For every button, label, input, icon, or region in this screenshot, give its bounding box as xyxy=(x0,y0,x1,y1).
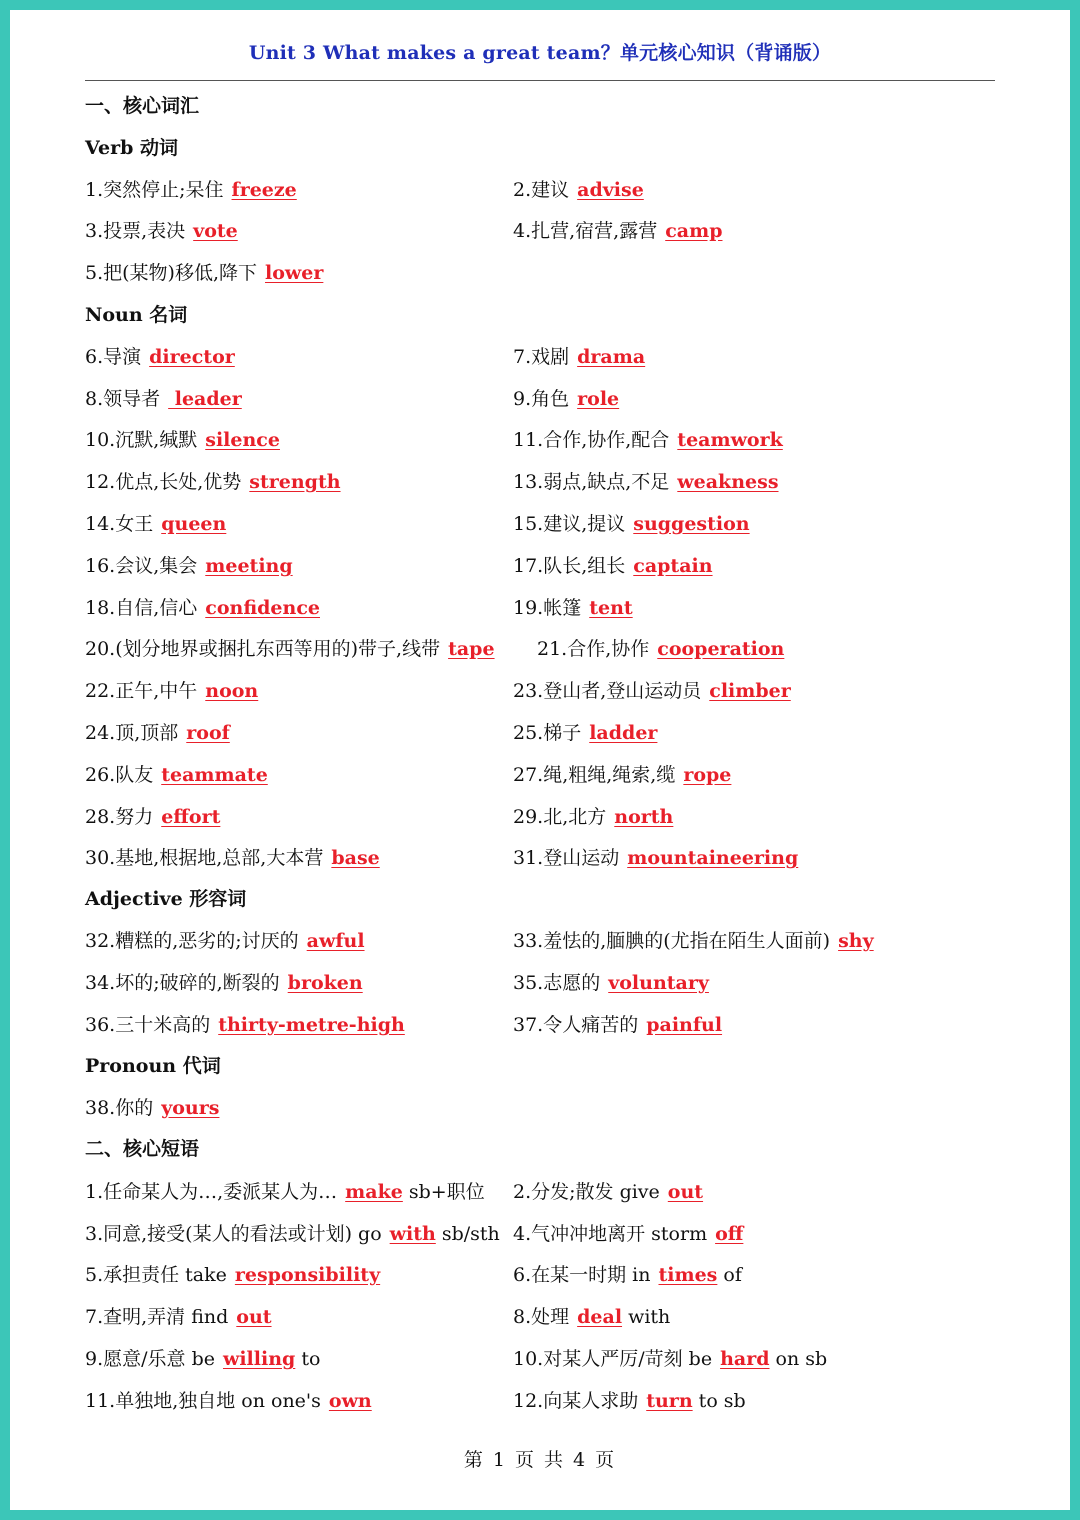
answer-text: drama xyxy=(577,346,646,368)
answer-text: roof xyxy=(186,722,230,744)
prompt-text: 17.队长,组长 xyxy=(513,555,626,577)
prompt-text: 38.你的 xyxy=(85,1097,154,1119)
prompt-text: 27.绳,粗绳,绳索,缆 xyxy=(513,764,676,786)
prompt-text: 23.登山者,登山运动员 xyxy=(513,680,702,702)
prompt-text: 16.会议,集会 xyxy=(85,555,198,577)
answer-text: meeting xyxy=(205,555,293,577)
answer-text: yours xyxy=(161,1097,220,1119)
answer-text: awful xyxy=(306,930,365,952)
phrase-item xyxy=(85,1388,372,1414)
prompt-text: 31.登山运动 xyxy=(513,847,620,869)
phrase-item xyxy=(513,1262,742,1288)
answer-text: north xyxy=(614,806,674,828)
answer-text: shy xyxy=(838,930,874,952)
prompt-text: 10.沉默,缄默 xyxy=(85,429,198,451)
subheading-adjective: Adjective 形容词 xyxy=(85,888,247,910)
prompt-text: 2.分发;散发 give xyxy=(513,1181,660,1203)
vocab-item xyxy=(513,928,874,954)
answer-text: queen xyxy=(161,513,227,535)
suffix-text: to xyxy=(295,1348,321,1370)
phrase-item xyxy=(85,1304,272,1330)
section-heading-phrases: 二、核心短语 xyxy=(85,1138,200,1160)
prompt-text: 2.建议 xyxy=(513,179,570,201)
answer-text: silence xyxy=(205,429,280,451)
vocab-item xyxy=(513,845,798,871)
answer-text: tent xyxy=(589,597,633,619)
answer-text: times xyxy=(658,1264,718,1286)
answer-text: out xyxy=(236,1306,272,1328)
vocab-item xyxy=(85,928,365,954)
subheading-noun: Noun 名词 xyxy=(85,304,188,326)
vocab-item xyxy=(85,386,242,412)
prompt-text: 34.坏的;破碎的,断裂的 xyxy=(85,972,280,994)
vocab-item xyxy=(85,1095,219,1121)
prompt-text: 11.合作,协作,配合 xyxy=(513,429,670,451)
vocab-item xyxy=(513,218,723,244)
phrase-item xyxy=(513,1388,746,1414)
answer-text: off xyxy=(715,1223,744,1245)
prompt-text: 12.向某人求助 xyxy=(513,1390,639,1412)
answer-text: suggestion xyxy=(633,513,750,535)
vocab-item xyxy=(85,1012,405,1038)
prompt-text: 9.愿意/乐意 be xyxy=(85,1348,215,1370)
prompt-text: 3.同意,接受(某人的看法或计划) go xyxy=(85,1223,382,1245)
answer-text: tape xyxy=(448,638,495,660)
prompt-text: 26.队友 xyxy=(85,764,154,786)
suffix-text: with xyxy=(622,1306,671,1328)
answer-text: noon xyxy=(205,680,259,702)
answer-text: hard xyxy=(720,1348,770,1370)
answer-text: confidence xyxy=(205,597,320,619)
prompt-text: 13.弱点,缺点,不足 xyxy=(513,471,670,493)
answer-text: thirty-metre-high xyxy=(218,1014,405,1036)
answer-text: effort xyxy=(161,806,221,828)
answer-text: freeze xyxy=(231,179,297,201)
prompt-text: 19.帐篷 xyxy=(513,597,582,619)
answer-text: mountaineering xyxy=(627,847,799,869)
phrase-item xyxy=(85,1346,320,1372)
answer-text: own xyxy=(328,1390,372,1412)
vocab-item xyxy=(85,469,341,495)
document-page xyxy=(10,10,1070,1510)
answer-text: advise xyxy=(577,179,644,201)
phrase-item xyxy=(513,1179,703,1205)
vocab-item xyxy=(85,845,380,871)
answer-text: ladder xyxy=(589,722,658,744)
answer-text: make xyxy=(345,1181,403,1203)
prompt-text: 20.(划分地界或捆扎东西等用的)带子,线带 xyxy=(85,638,441,660)
prompt-text: 25.梯子 xyxy=(513,722,582,744)
vocab-item xyxy=(513,553,713,579)
answer-text: turn xyxy=(646,1390,693,1412)
prompt-text: 7.查明,弄清 find xyxy=(85,1306,229,1328)
prompt-text: 12.优点,长处,优势 xyxy=(85,471,242,493)
prompt-text: 1.突然停止;呆住 xyxy=(85,179,224,201)
vocab-item xyxy=(537,636,784,662)
prompt-text: 7.戏剧 xyxy=(513,346,570,368)
prompt-text: 6.在某一时期 in xyxy=(513,1264,651,1286)
answer-text: camp xyxy=(665,220,723,242)
vocab-item xyxy=(513,386,619,412)
prompt-text: 28.努力 xyxy=(85,806,154,828)
vocab-item xyxy=(85,636,495,662)
answer-text: director xyxy=(149,346,235,368)
prompt-text: 14.女王 xyxy=(85,513,154,535)
vocab-item xyxy=(513,720,657,746)
answer-text: captain xyxy=(633,555,713,577)
answer-text: broken xyxy=(287,972,363,994)
phrase-item xyxy=(85,1179,485,1205)
answer-text: deal xyxy=(577,1306,623,1328)
vocab-item xyxy=(513,595,633,621)
prompt-text: 8.领导者 xyxy=(85,388,161,410)
answer-text: climber xyxy=(709,680,791,702)
prompt-text: 1.任命某人为…,委派某人为… xyxy=(85,1181,338,1203)
phrase-item xyxy=(513,1304,670,1330)
prompt-text: 32.糟糕的,恶劣的;讨厌的 xyxy=(85,930,299,952)
subheading-pronoun: Pronoun 代词 xyxy=(85,1055,221,1077)
prompt-text: 37.令人痛苦的 xyxy=(513,1014,639,1036)
subheading-verb: Verb 动词 xyxy=(85,137,178,159)
answer-text: lower xyxy=(265,262,324,284)
phrase-item xyxy=(513,1221,743,1247)
prompt-text: 24.顶,顶部 xyxy=(85,722,179,744)
prompt-text: 10.对某人严厉/苛刻 be xyxy=(513,1348,713,1370)
vocab-item xyxy=(513,427,783,453)
prompt-text: 33.羞怯的,腼腆的(尤指在陌生人面前) xyxy=(513,930,831,952)
vocab-item xyxy=(85,762,268,788)
vocab-item xyxy=(513,1012,722,1038)
phrase-item xyxy=(85,1262,380,1288)
answer-text: out xyxy=(667,1181,704,1203)
vocab-item xyxy=(513,511,750,537)
answer-text: painful xyxy=(646,1014,723,1036)
title-divider xyxy=(85,80,995,81)
answer-text: voluntary xyxy=(608,972,709,994)
vocab-item xyxy=(85,595,320,621)
answer-text: responsibility xyxy=(234,1264,381,1286)
prompt-text: 8.处理 xyxy=(513,1306,570,1328)
suffix-text: sb/sth xyxy=(435,1223,500,1245)
prompt-text: 6.导演 xyxy=(85,346,142,368)
answer-text: with xyxy=(389,1223,436,1245)
vocab-item xyxy=(513,678,791,704)
vocab-item xyxy=(85,218,238,244)
vocab-item xyxy=(513,804,673,830)
vocab-item xyxy=(513,344,645,370)
answer-text: strength xyxy=(249,471,341,493)
suffix-text: to sb xyxy=(692,1390,746,1412)
prompt-text: 11.单独地,独自地 on one's xyxy=(85,1390,321,1412)
phrase-item xyxy=(513,1346,827,1372)
vocab-item xyxy=(85,553,293,579)
suffix-text: on sb xyxy=(769,1348,828,1370)
vocab-item xyxy=(85,260,323,286)
answer-text: willing xyxy=(222,1348,296,1370)
prompt-text: 21.合作,协作 xyxy=(537,638,650,660)
prompt-text: 3.投票,表决 xyxy=(85,220,186,242)
page-title: Unit 3 What makes a great team？单元核心知识（背诵版） xyxy=(248,42,832,64)
vocab-item xyxy=(85,427,280,453)
answer-text: teammate xyxy=(161,764,268,786)
prompt-text: 30.基地,根据地,总部,大本营 xyxy=(85,847,324,869)
prompt-text: 5.承担责任 take xyxy=(85,1264,227,1286)
vocab-item xyxy=(85,177,297,203)
vocab-item xyxy=(85,720,230,746)
answer-text: role xyxy=(577,388,620,410)
suffix-text: sb+职位 xyxy=(402,1181,485,1203)
section-heading-vocabulary: 一、核心词汇 xyxy=(85,95,200,117)
answer-text: rope xyxy=(683,764,732,786)
vocab-item xyxy=(513,970,709,996)
vocab-item xyxy=(85,678,258,704)
prompt-text: 29.北,北方 xyxy=(513,806,607,828)
prompt-text: 4.扎营,宿营,露营 xyxy=(513,220,658,242)
vocab-item xyxy=(513,177,644,203)
answer-text: cooperation xyxy=(657,638,785,660)
prompt-text: 4.气冲冲地离开 storm xyxy=(513,1223,708,1245)
vocab-item xyxy=(85,344,235,370)
phrase-item xyxy=(85,1221,500,1247)
answer-text: base xyxy=(331,847,380,869)
answer-text: teamwork xyxy=(677,429,783,451)
vocab-item xyxy=(85,511,226,537)
prompt-text: 36.三十米高的 xyxy=(85,1014,211,1036)
prompt-text: 35.志愿的 xyxy=(513,972,601,994)
vocab-item xyxy=(85,970,363,996)
suffix-text: of xyxy=(717,1264,742,1286)
answer-text: vote xyxy=(193,220,238,242)
prompt-text: 15.建议,提议 xyxy=(513,513,626,535)
vocab-item xyxy=(85,804,220,830)
answer-text: weakness xyxy=(677,471,779,493)
prompt-text: 5.把(某物)移低,降下 xyxy=(85,262,257,284)
answer-text: leader xyxy=(168,388,242,410)
prompt-text: 9.角色 xyxy=(513,388,570,410)
vocab-item xyxy=(513,762,731,788)
prompt-text: 22.正午,中午 xyxy=(85,680,198,702)
vocab-item xyxy=(513,469,779,495)
prompt-text: 18.自信,信心 xyxy=(85,597,198,619)
page-footer: 第 1 页 共 4 页 xyxy=(463,1449,617,1471)
